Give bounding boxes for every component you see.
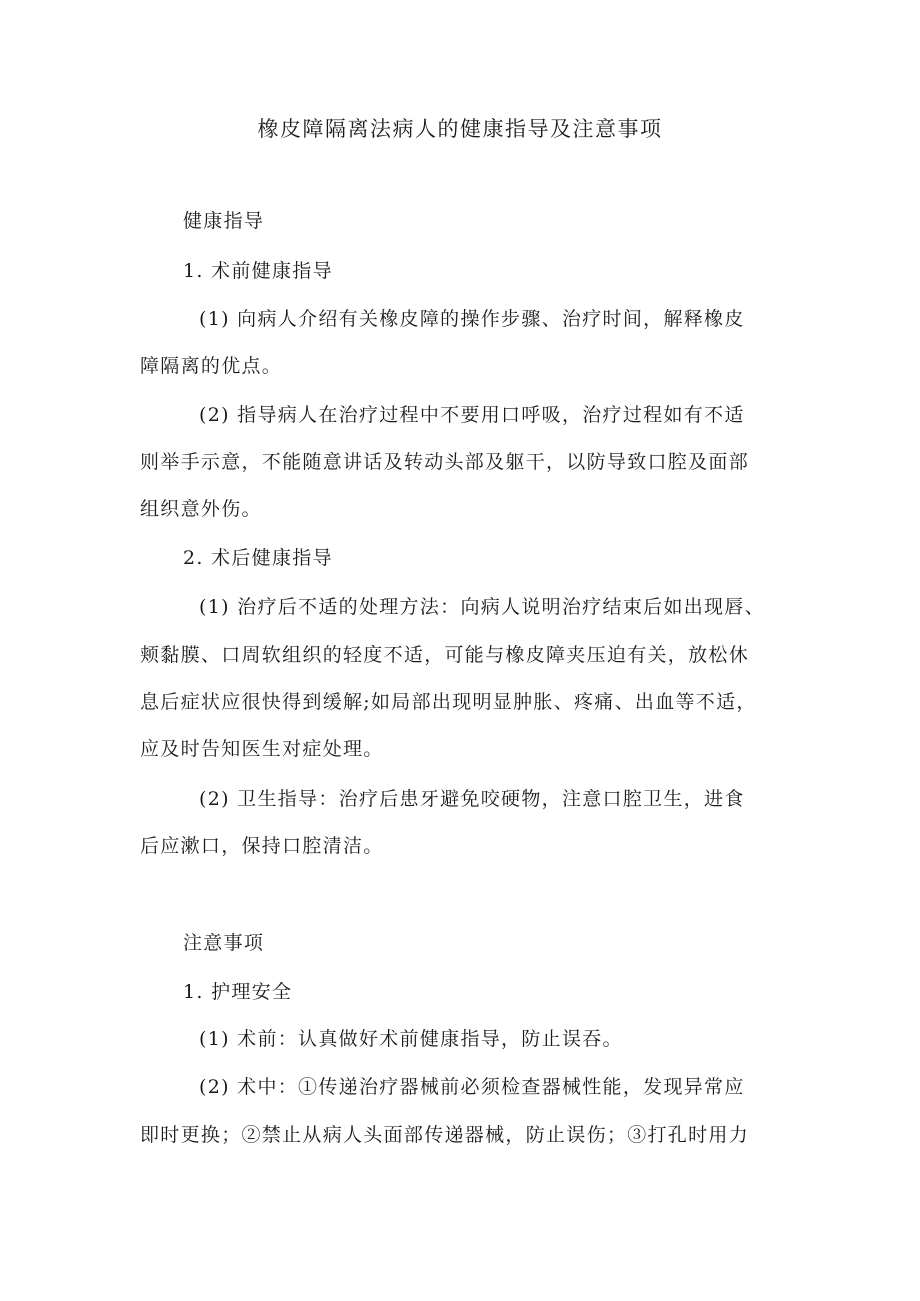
section-heading-health-guidance: 健康指导 xyxy=(183,210,265,232)
paragraph-line: 障隔离的优点。 xyxy=(140,355,283,377)
paragraph-line: (2) 术中：①传递治疗器械前必须检查器械性能，发现异常应 xyxy=(199,1076,745,1098)
section-heading-precautions: 注意事项 xyxy=(183,932,265,954)
subheading-nursing-safety: 1. 护理安全 xyxy=(183,981,293,1003)
paragraph-line: (2) 卫生指导：治疗后患牙避免咬硬物，注意口腔卫生，进食 xyxy=(199,788,745,810)
subheading-postop-guidance: 2. 术后健康指导 xyxy=(183,547,333,569)
paragraph-line: 息后症状应很快得到缓解;如局部出现明显肿胀、疼痛、出血等不适， xyxy=(140,691,757,713)
document-title: 橡皮障隔离法病人的健康指导及注意事项 xyxy=(257,117,663,141)
paragraph-line: 组织意外伤。 xyxy=(140,498,262,520)
paragraph-line: 后应漱口，保持口腔清洁。 xyxy=(140,835,384,857)
paragraph-line: 则举手示意，不能随意讲话及转动头部及躯干，以防导致口腔及面部 xyxy=(140,451,750,473)
paragraph-line: (1) 向病人介绍有关橡皮障的操作步骤、治疗时间，解释橡皮 xyxy=(199,308,745,330)
paragraph-line: 颊黏膜、口周软组织的轻度不适，可能与橡皮障夹压迫有关，放松休 xyxy=(140,644,750,666)
paragraph-line: (2) 指导病人在治疗过程中不要用口呼吸，治疗过程如有不适 xyxy=(199,404,745,426)
paragraph-line: (1) 治疗后不适的处理方法：向病人说明治疗结束后如出现唇、 xyxy=(199,596,765,618)
paragraph-line: 即时更换；②禁止从病人头面部传递器械，防止误伤；③打孔时用力 xyxy=(140,1124,750,1146)
subheading-preop-guidance: 1. 术前健康指导 xyxy=(183,260,333,282)
paragraph-line: (1) 术前：认真做好术前健康指导，防止误吞。 xyxy=(199,1028,623,1050)
paragraph-line: 应及时告知医生对症处理。 xyxy=(140,738,384,760)
